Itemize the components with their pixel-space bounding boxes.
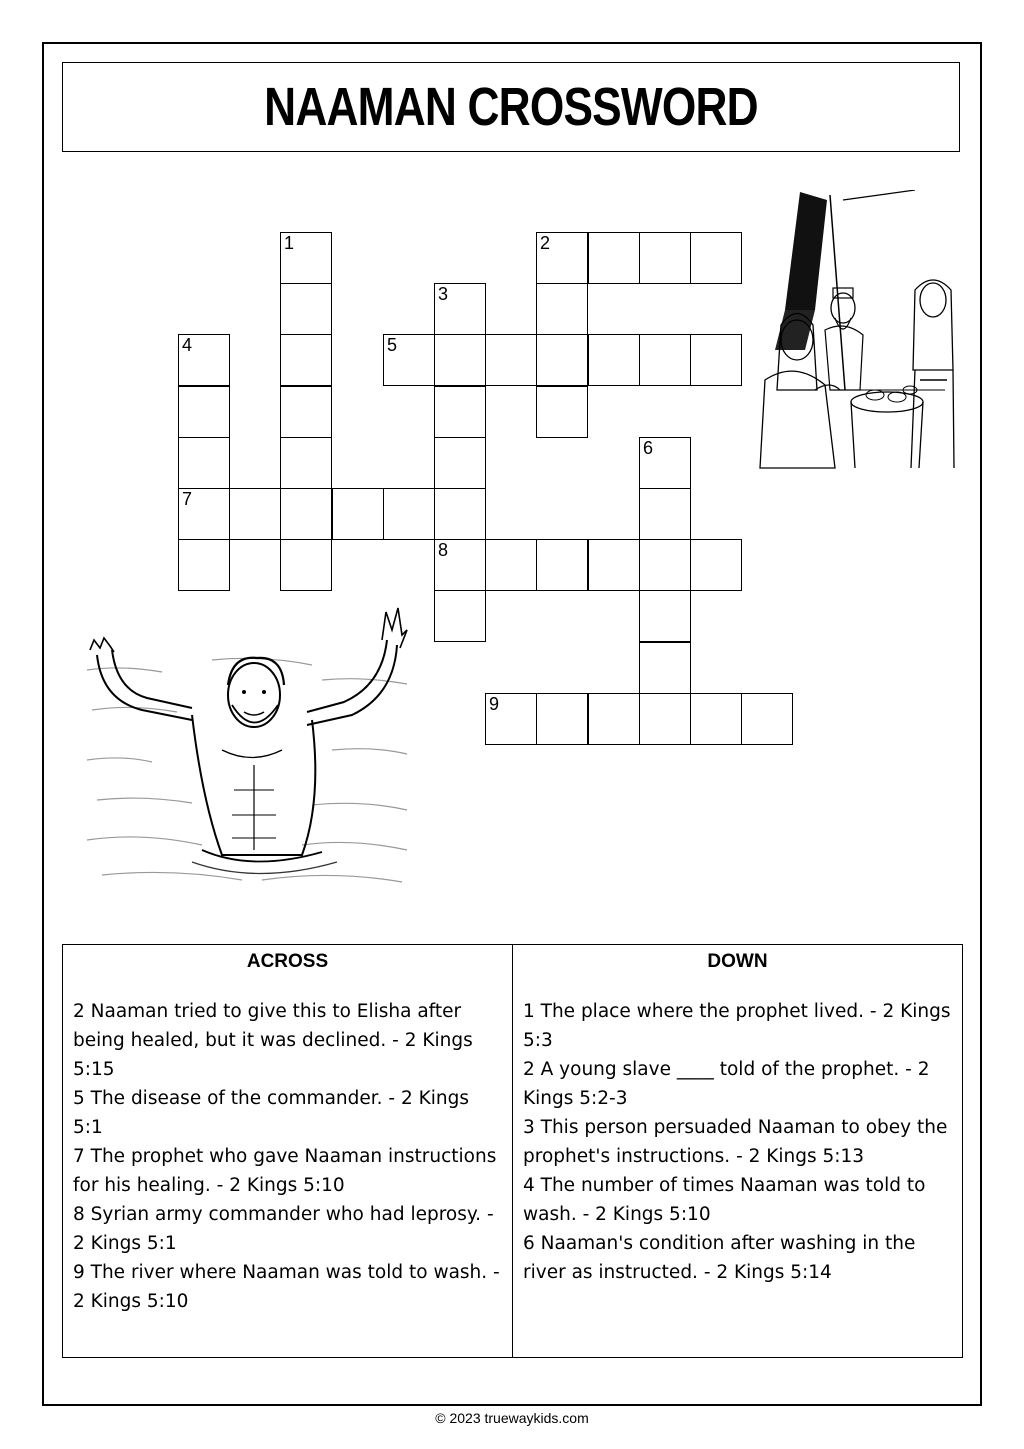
women-illustration — [755, 190, 955, 470]
grid-cell[interactable] — [229, 488, 281, 540]
grid-cell[interactable] — [639, 334, 691, 386]
grid-cell[interactable] — [280, 386, 332, 438]
grid-cell[interactable] — [639, 437, 691, 489]
grid-cell[interactable] — [434, 334, 486, 386]
grid-cell[interactable] — [178, 334, 230, 386]
grid-cell[interactable] — [588, 232, 640, 284]
grid-cell[interactable] — [639, 488, 691, 540]
copyright-footer: © 2023 truewaykids.com — [435, 1410, 589, 1426]
grid-cell[interactable] — [639, 539, 691, 591]
grid-cell[interactable] — [280, 437, 332, 489]
clue-number: 5 — [387, 335, 398, 355]
grid-cell[interactable] — [383, 334, 435, 386]
clue-number: 1 — [284, 233, 295, 253]
grid-cell[interactable] — [434, 386, 486, 438]
grid-cell[interactable] — [434, 437, 486, 489]
clue-number: 6 — [643, 438, 654, 458]
down-clue-3: 3 This person persuaded Naaman to obey the prophet's instructions. - 2 Kings 5:13 — [523, 1117, 948, 1167]
grid-cell[interactable] — [280, 334, 332, 386]
grid-cell[interactable] — [178, 488, 230, 540]
grid-cell[interactable] — [434, 590, 486, 642]
grid-cell[interactable] — [639, 642, 691, 694]
naaman-river-illustration — [82, 600, 412, 890]
across-clue-8: 8 Syrian army commander who had leprosy. - 2 Kings 5:1 — [73, 1204, 494, 1254]
grid-cell[interactable] — [536, 334, 588, 386]
grid-cell[interactable] — [178, 437, 230, 489]
grid-cell[interactable] — [639, 232, 691, 284]
grid-cell[interactable] — [536, 539, 588, 591]
down-column — [512, 945, 962, 1357]
grid-cell[interactable] — [434, 283, 486, 335]
grid-cell[interactable] — [434, 488, 486, 540]
grid-cell[interactable] — [588, 539, 640, 591]
page-title: NAAMAN CROSSWORD — [264, 77, 758, 137]
grid-cell[interactable] — [178, 386, 230, 438]
grid-cell[interactable] — [588, 693, 640, 745]
grid-cell[interactable] — [741, 693, 793, 745]
grid-cell[interactable] — [280, 539, 332, 591]
grid-cell[interactable] — [536, 283, 588, 335]
grid-cell[interactable] — [536, 232, 588, 284]
grid-cell[interactable] — [485, 334, 537, 386]
grid-cell[interactable] — [639, 590, 691, 642]
across-clue-2: 2 Naaman tried to give this to Elisha after being healed, but it was declined. - 2 Kings 5:15 — [73, 1001, 473, 1080]
grid-cell[interactable] — [690, 539, 742, 591]
down-clue-4: 4 The number of times Naaman was told to wash. - 2 Kings 5:10 — [523, 1175, 926, 1225]
across-column — [63, 945, 512, 1357]
down-clue-6: 6 Naaman's condition after washing in the river as instructed. - 2 Kings 5:14 — [523, 1233, 916, 1283]
across-clue-9: 9 The river where Naaman was told to wash. - 2 Kings 5:10 — [73, 1262, 500, 1312]
clue-number: 4 — [182, 335, 193, 355]
grid-cell[interactable] — [536, 386, 588, 438]
clue-number: 7 — [182, 489, 193, 509]
grid-cell[interactable] — [485, 539, 537, 591]
grid-cell[interactable] — [536, 693, 588, 745]
clue-number: 8 — [438, 540, 449, 560]
grid-cell[interactable] — [485, 693, 537, 745]
across-heading: ACROSS — [246, 951, 329, 972]
clue-number: 3 — [438, 284, 449, 304]
down-heading: DOWN — [707, 951, 768, 972]
grid-cell[interactable] — [280, 488, 332, 540]
grid-cell[interactable] — [690, 232, 742, 284]
grid-cell[interactable] — [383, 488, 435, 540]
across-clue-5: 5 The disease of the commander. - 2 Kings 5:1 — [73, 1088, 470, 1138]
down-clue-2: 2 A young slave ____ told of the prophet. - 2 Kings 5:2-3 — [523, 1059, 930, 1109]
title-box — [62, 62, 960, 152]
clue-number: 9 — [489, 694, 500, 714]
grid-cell[interactable] — [690, 334, 742, 386]
grid-cell[interactable] — [588, 334, 640, 386]
grid-cell[interactable] — [434, 539, 486, 591]
grid-cell[interactable] — [332, 488, 384, 540]
across-clue-7: 7 The prophet who gave Naaman instructions for his healing. - 2 Kings 5:10 — [73, 1146, 497, 1196]
grid-cell[interactable] — [280, 232, 332, 284]
down-clue-1: 1 The place where the prophet lived. - 2 Kings 5:3 — [523, 1001, 951, 1051]
clue-number: 2 — [540, 233, 551, 253]
grid-cell[interactable] — [639, 693, 691, 745]
grid-cell[interactable] — [178, 539, 230, 591]
grid-cell[interactable] — [280, 283, 332, 335]
clues-table — [62, 944, 963, 1358]
grid-cell[interactable] — [690, 693, 742, 745]
